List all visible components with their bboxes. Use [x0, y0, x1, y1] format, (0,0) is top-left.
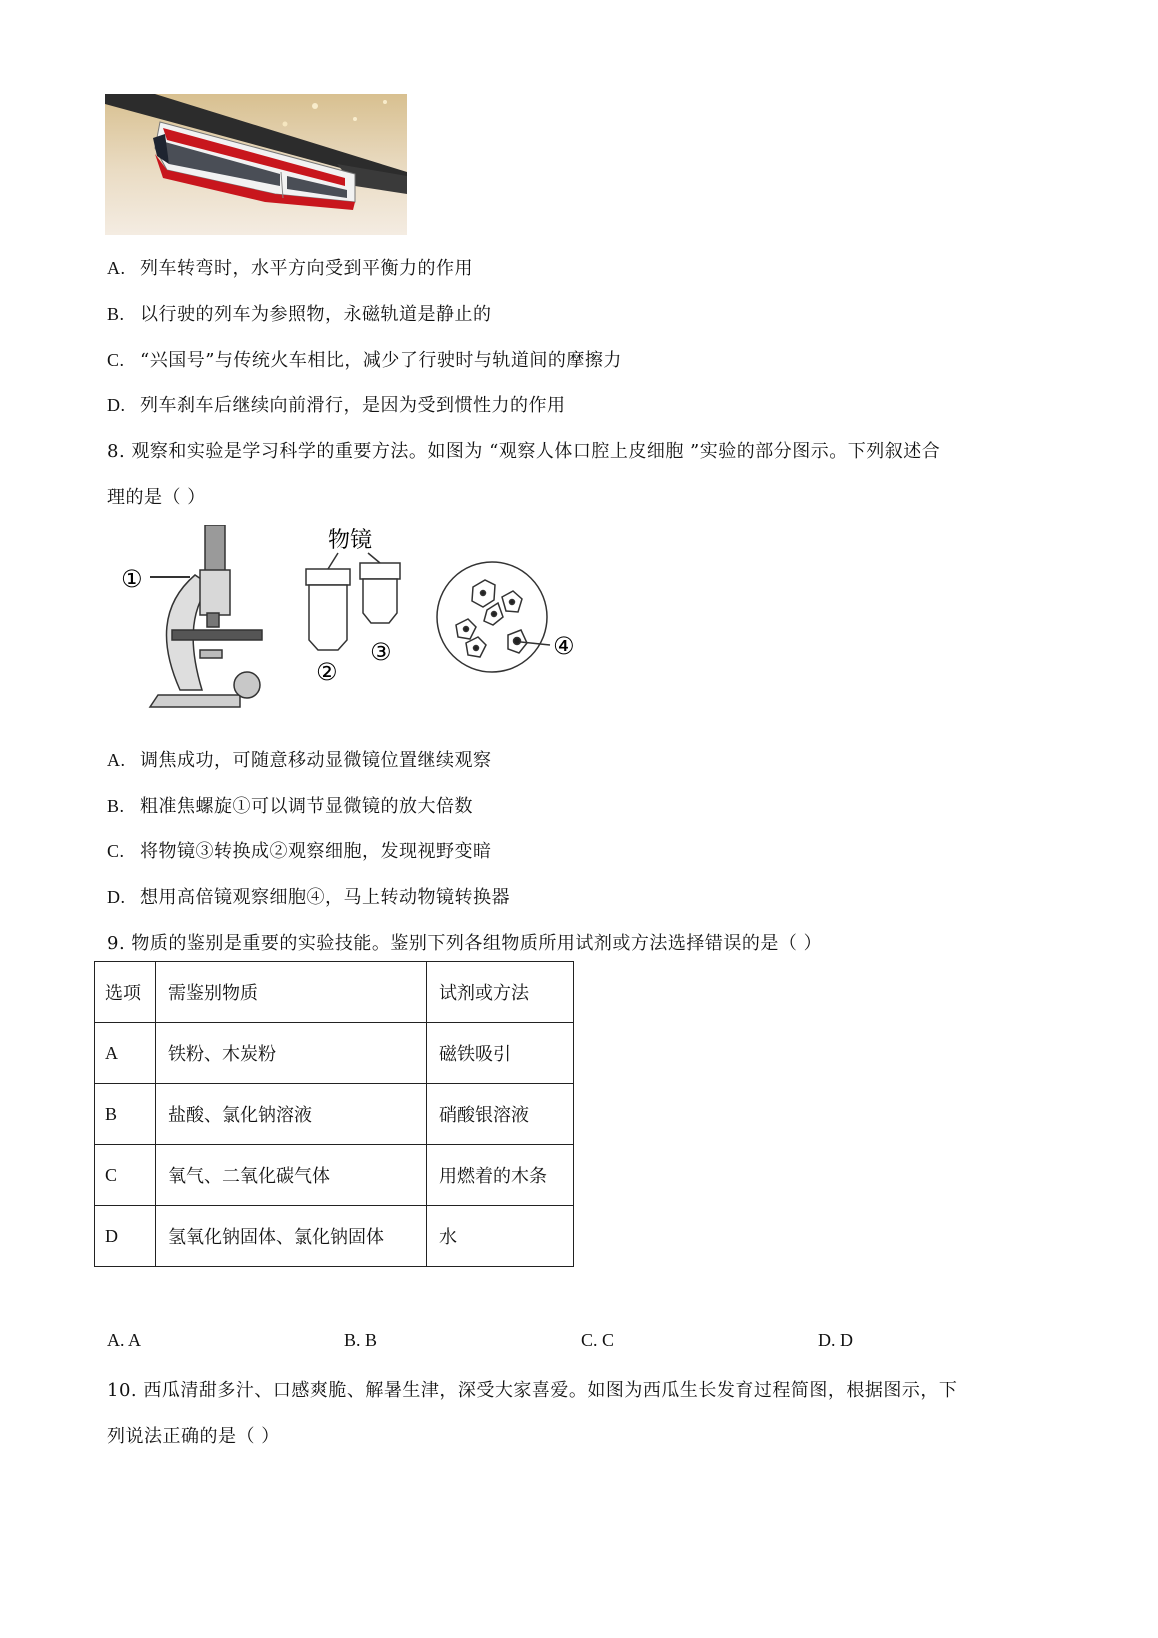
q7-option-d: D. 列车刹车后继续向前滑行，是因为受到惯性力的作用 — [107, 395, 566, 416]
objective-lenses — [306, 553, 400, 650]
table-header-row — [95, 962, 574, 1023]
row-method: 水 — [427, 1206, 574, 1267]
q8-stem-line1: 8. 观察和实验是学习科学的重要方法。如图为 “观察人体口腔上皮细胞 ”实验的部分图示。下列叙述合 — [107, 441, 941, 462]
header-option: 选项 — [95, 962, 156, 1023]
row-substances: 氧气、二氧化碳气体 — [156, 1145, 427, 1206]
microscope-drawing — [150, 525, 262, 707]
header-method: 试剂或方法 — [427, 962, 574, 1023]
q9-answer-b: B. B — [344, 1330, 378, 1350]
marker-1: ① — [121, 565, 143, 593]
q10-stem-line1: 10. 西瓜清甜多汁、口感爽脆、解暑生津，深受大家喜爱。如图为西瓜生长发育过程简图，根据图示，下 — [107, 1380, 958, 1401]
maglev-train-image — [105, 94, 407, 235]
q8-option-a: A. 调焦成功，可随意移动显微镜位置继续观察 — [107, 750, 492, 771]
q7-option-a: A. 列车转弯时，水平方向受到平衡力的作用 — [107, 258, 473, 279]
row-method: 硝酸银溶液 — [427, 1084, 574, 1145]
q8-option-c: C. 将物镜③转换成②观察细胞，发现视野变暗 — [107, 841, 492, 862]
row-option: B — [95, 1084, 156, 1145]
marker-4: ④ — [553, 632, 575, 660]
row-option: A — [95, 1023, 156, 1084]
row-option: C — [95, 1145, 156, 1206]
table-row — [95, 1145, 574, 1206]
q9-table — [94, 961, 574, 1267]
row-method: 用燃着的木条 — [427, 1145, 574, 1206]
q8-option-b: B. 粗准焦螺旋①可以调节显微镜的放大倍数 — [107, 796, 473, 817]
q7-option-b: B. 以行驶的列车为参照物，永磁轨道是静止的 — [107, 304, 492, 325]
q9-answer-c: C. C — [581, 1330, 615, 1350]
field-of-view — [437, 562, 550, 672]
q9-stem: 9. 物质的鉴别是重要的实验技能。鉴别下列各组物质所用试剂或方法选择错误的是（ ） — [107, 933, 823, 954]
marker-2: ② — [316, 658, 338, 686]
marker-3: ③ — [370, 638, 392, 666]
table-row — [95, 1084, 574, 1145]
q7-option-c: C. “兴国号”与传统火车相比，减少了行驶时与轨道间的摩擦力 — [107, 350, 622, 371]
row-substances: 盐酸、氯化钠溶液 — [156, 1084, 427, 1145]
q8-stem-line2: 理的是（ ） — [107, 487, 206, 508]
row-method: 磁铁吸引 — [427, 1023, 574, 1084]
q10-stem-line2: 列说法正确的是（ ） — [107, 1426, 280, 1447]
header-substances: 需鉴别物质 — [156, 962, 427, 1023]
table-row — [95, 1206, 574, 1267]
row-substances: 氢氧化钠固体、氯化钠固体 — [156, 1206, 427, 1267]
microscope-figure — [110, 525, 600, 720]
q9-answer-d: D. D — [818, 1330, 853, 1350]
row-option: D — [95, 1206, 156, 1267]
objective-label: 物镜 — [328, 528, 373, 553]
q8-option-d: D. 想用高倍镜观察细胞④，马上转动物镜转换器 — [107, 887, 510, 908]
table-row — [95, 1023, 574, 1084]
row-substances: 铁粉、木炭粉 — [156, 1023, 427, 1084]
q9-answer-a: A. A — [107, 1330, 142, 1350]
